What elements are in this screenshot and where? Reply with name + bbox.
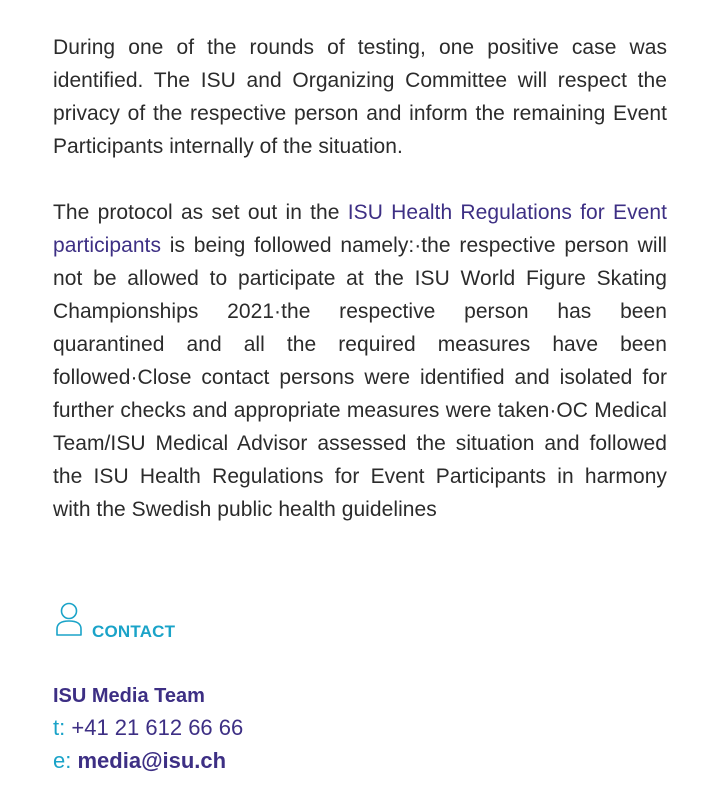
article-paragraph-1: During one of the rounds of testing, one positive case was identified. The ISU and Organizing Committee will respect the privacy of the respective person and inform the remaining Event Participants internally of the situation. <box>53 36 667 158</box>
contact-details <box>53 681 243 777</box>
email-link[interactable]: media@isu.ch <box>77 748 227 773</box>
person-icon <box>55 601 83 637</box>
phone-prefix: t: <box>53 715 66 740</box>
contact-heading: CONTACT <box>92 622 176 641</box>
contact-header <box>55 601 176 641</box>
article-body <box>53 31 667 526</box>
email-line <box>53 744 243 777</box>
email-prefix: e: <box>53 748 72 773</box>
phone-number[interactable]: +41 21 612 66 66 <box>71 715 244 740</box>
paragraph-2-intro: The protocol as set out in the <box>53 201 348 224</box>
phone-line <box>53 711 243 744</box>
article-paragraph-2 <box>53 196 667 526</box>
media-team-name: ISU Media Team <box>53 685 205 707</box>
health-regulations-link[interactable]: ISU Health Regulations for Event participants <box>53 201 667 257</box>
paragraph-2-body: is being followed namely:·the respective person will not be allowed to participate at the ISU World Figure Skating Championships 2021·the respective person has been quarantined and all the required measures have been followed·Close contact persons were identified and isolated for further checks and appropriate measures were taken·OC Medical Team/ISU Medical Advisor assessed the situation and followed the ISU Health Regulations for Event Participants in harmony with the Swedish public health guidelines <box>53 234 667 521</box>
